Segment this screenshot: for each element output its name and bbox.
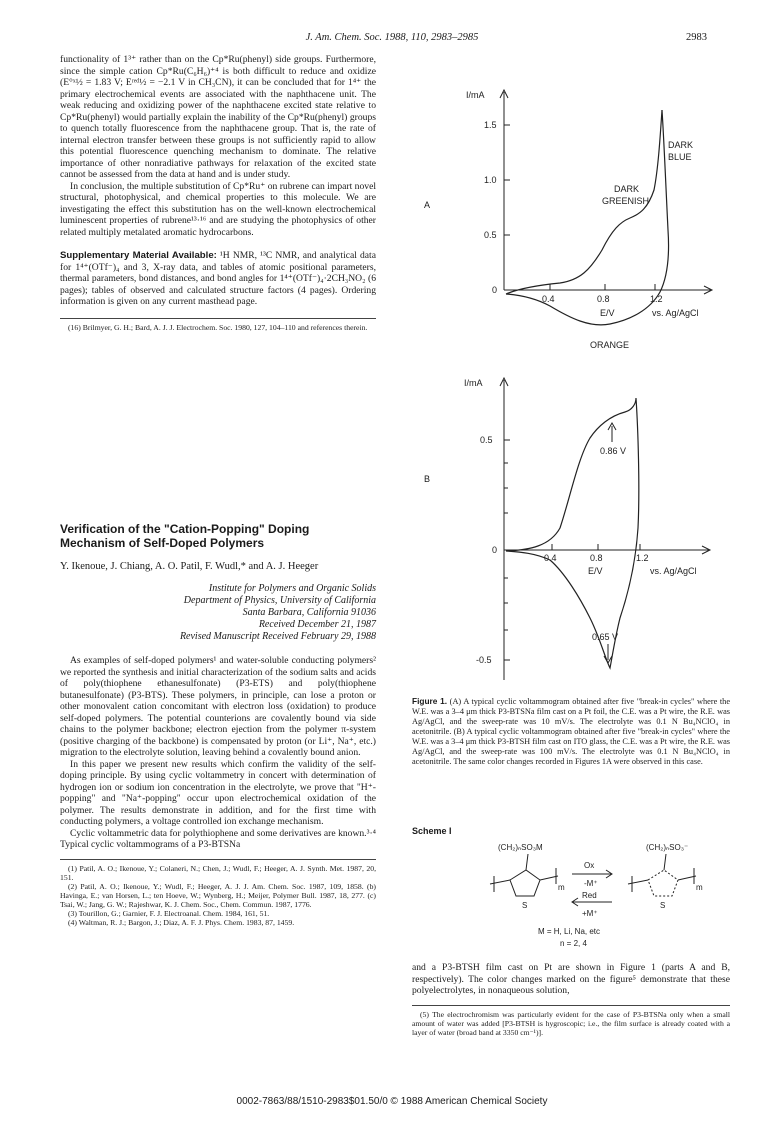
b-peak-down-label: 0.65 V [592,632,619,642]
b-peak-up-label: 0.86 V [600,446,627,456]
panel-a-letter: A [424,200,431,210]
a-ylabel: I/mA [466,90,485,100]
right-column-body [412,962,730,1037]
paragraph-continuation: functionality of 1³⁺ rather than on the Cp*Ru(phenyl) side groups. Furthermore, since the simple cation Cp*Ru(C₆H₆)⁺⁴ is both difficult to reduce and oxidize (E°ˣ½ = 1.83 V; Eʳᵉᵈ½ = −2.1 V in CH₃CN), it can be concluded that for 1⁴⁺ the primary electrochemical events are associated with the naphthacene unit. The weak reducing and oxidizing power of the naphthacene excited state relative to Cp*Ru(phenyl) would partially explain the inability of the Cp*Ru(phenyl) groups to quench totally fluorescence from the naphthacene group. That is, the rate of internal electron transfer between these groups is not sufficiently rapid to allow this potential fluorescence quenching mechanism to dominate. The relative importance of other nonradiative pathways for relaxation of the excited state cannot be assessed from the data at hand and is under study. [60,54,376,180]
scheme-red-label: Red [582,891,597,900]
reference-1: (1) Patil, A. O.; Ikenoue, Y.; Colaneri, N.; Chen, J.; Wudl, F.; Heeger, A. J. Synth. Met. 1987, 20, 151. [60,863,376,882]
b-ylabel: I/mA [464,378,483,388]
b-ytick-label-neg-0-5: -0.5 [476,655,492,665]
scheme-right-side-chain-bond [664,854,666,870]
b-xlabel: E/V [588,566,603,576]
scheme-left-repeat: m [558,883,565,892]
references [60,864,376,927]
a-label-dark-2: DARK [614,184,640,194]
scheme-right-bond-out [678,876,696,880]
b-xtick-label-0-4: 0.4 [544,553,557,563]
scheme-left-bond-in [490,880,510,884]
a-reference-electrode: vs. Ag/AgCl [652,308,699,318]
b-reference-electrode: vs. Ag/AgCl [650,566,697,576]
scheme-right-repeat: m [696,883,703,892]
affiliation-city: Santa Barbara, California 91036 [242,607,376,618]
affiliation-department: Department of Physics, University of California [183,595,376,606]
scheme-right-group: (CH₂)ₙSO₃⁻ [646,843,689,852]
panel-b-letter: B [424,474,431,484]
scheme-right-bond-in [628,880,648,884]
a-xtick-label-0-8: 0.8 [597,294,610,304]
scheme-legend-n: n = 2, 4 [560,939,587,948]
right-footnote-divider [412,1005,730,1006]
voltammogram-b [440,368,740,686]
a-cathodic-curve [506,110,669,325]
scheme-ox-sub: -M⁺ [584,879,598,888]
article-block [60,522,376,927]
paragraph-conclusion: In conclusion, the multiple substitution of Cp*Ru⁺ on rubrene can impart novel structural, photophysical, and chemical properties to this molecule. We are investigating the effect this substitution has on the well-known electrochemical luminescent properties of rubrene¹³·¹⁶ and are studying the photophysics of other related multiply metalated aromatic hydrocarbons. [60,180,376,238]
b-xtick-label-0-8: 0.8 [590,553,603,563]
scheme-label: Scheme I [412,826,452,836]
reference-4: (4) Waltman, R. J.; Bargon, J.; Diaz, A. F. J. Phys. Chem. 1983, 87, 1459. [68,917,295,927]
figure-caption [412,696,730,767]
right-body-paragraph: and a P3-BTSH film cast on Pt are shown in Figure 1 (parts A and B, respectively). The color changes marked on the figure⁵ demonstrate that these polyelectrolytes, in nonaqueous solution, [412,962,730,996]
scheme-legend-cation: M = H, Li, Na, etc [538,927,601,936]
a-ytick-label-1-0: 1.0 [484,175,497,185]
supplementary-material [60,250,376,308]
affiliation-institute: Institute for Polymers and Organic Solids [208,583,376,594]
body-paragraph-2: In this paper we present new results which confirm the validity of the self-doping principle. By using cyclic voltammetry in concert with determination of hydrogen ion or sodium ion concentration in the electrolyte, we prove that "H⁺-popping" and "Na⁺-popping" occur upon electrochemical oxidation of the polymer. The results demonstrate in addition, and for the first time with conducting polymers, a voltage controlled ion exchange mechanism. [60,758,376,827]
journal-citation: J. Am. Chem. Soc. 1988, 110, 2983–2985 [305,32,479,43]
revised-date: Revised Manuscript Received February 29, 1988 [179,631,376,642]
supplementary-text: ¹H NMR, ¹³C NMR, and analytical data for 1⁴⁺(OTf⁻)₄ and 3, X-ray data, and tables of atomic positional parameters, thermal parameters, bond distances, and bond angles for 1⁴⁺(OTf⁻)₄·2CH₃NO₂ (6 pages); tables of observed and calculated structure factors (4 pages). Ordering information is given on any current masthead page. [60,250,376,307]
voltammogram-a [440,80,740,360]
footnote-5 [412,1010,730,1037]
a-xtick-label-0-4: 0.4 [542,294,555,304]
authors: Y. Ikenoue, J. Chiang, A. O. Patil, F. Wudl,* and A. J. Heeger [60,561,319,572]
figure-caption-label: Figure 1. [412,696,448,706]
reference-2: (2) Patil, A. O.; Ikenoue, Y.; Wudl, F.; Heeger, A. J. J. Am. Chem. Soc. 1987, 109, 1858. (b) Havinga, E.; van Horsen, L.; ten Hoeve, W.; Wynberg, H.; Meijer, Polymer Bull. 1987, 18, 277. (c) Tsai, W.; Jang, G. W.; Rajeshwar, K. J. Chem. Soc., Chem. Commun. 1987, 1776. [60,881,376,909]
b-ytick-label-0: 0 [492,545,498,555]
a-label-orange: ORANGE [590,340,630,350]
a-label-blue: BLUE [668,152,692,162]
reference-16: (16) Brilmyer, G. H.; Bard, A. J. J. Electrochem. Soc. 1980, 127, 104–110 and references therein. [68,322,368,332]
scheme-left-group: (CH₂)ₙSO₃M [498,843,543,852]
references-divider [60,859,376,860]
affiliation [60,583,376,643]
left-column [60,54,376,332]
figure-caption-text: (A) A typical cyclic voltammogram obtained after five "break-in cycles" where the W.E. was a 3–4 μm thick P3-BTSNa film cast on a Pt foil, the C.E. was a Pt wire, the R.E. was Ag/AgCl, and the sweep-rate was 10 mV/s. The electrolyte was 0.1 N Bu₄NClO₄ in acetonitrile. (B) A typical cyclic voltammogram obtained after five "break-in cycles" where the W.E. was a 3–4 μm thick P3-BTSH film cast on ITO glass, the C.E. was a Pt wire, the R.E. was Ag/AgCl, and the sweep-rate was 100 mV/s. The electrolyte was 0.1 N Bu₄NClO₄ in acetonitrile. The same color changes recorded in Figures 1A were observed in this case. [412,697,730,766]
a-ytick-label-0-5: 0.5 [484,230,497,240]
scheme-i [476,840,716,948]
reference-3: (3) Tourillon, G.; Garnier, F. J. Electroanal. Chem. 1984, 161, 51. [68,908,270,918]
supplementary-label: Supplementary Material Available: [60,250,217,261]
scheme-left-sulfur: S [522,901,528,910]
body-paragraph-1: As examples of self-doped polymers¹ and water-soluble conducting polymers² we reported the synthesis and initial characterization of the sodium salts and acids of poly(thiophene ethanesulfonate) (P3-ETS) and poly(thiophene butanesulfonate) (P3-BTS). These polymers, in principle, can lose a proton or other monovalent cation concomitant with electron loss (oxidation) to produce self-doped polymers. The potential counterions are covalently bound via side chains to the polymer backbone; electron ejection from the polymer π-system (positive charging of the backbone) is compensated by proton (or Li⁺, Na⁺, etc.) migration to the electrolyte solution, leaving behind a covalently bound anion. [60,655,376,758]
a-ytick-label-1-5: 1.5 [484,120,497,130]
a-xlabel: E/V [600,308,615,318]
footnote-16 [60,323,376,332]
scheme-right-thiophene-ring [648,870,678,896]
scheme-right-sulfur: S [660,901,666,910]
b-voltammogram-curve [506,398,639,668]
article-title: Verification of the "Cation-Popping" Doping Mechanism of Self-Doped Polymers [60,522,310,550]
received-date: Received December 21, 1987 [258,619,376,630]
a-label-dark: DARK [668,140,694,150]
scheme-ox-label: Ox [584,861,595,870]
body-paragraph-3: Cyclic voltammetric data for polythiophene and some derivatives are known.³·⁴ Typical cyclic voltammograms of a P3-BTSNa [60,827,376,850]
scheme-left-bond-out [540,876,558,880]
scheme-red-sub: +M⁺ [582,909,598,918]
scheme-left-thiophene-ring [510,870,540,896]
scheme-left-side-chain-bond [526,854,528,870]
page-number: 2983 [686,32,707,43]
reference-5: (5) The electrochromism was particularly evident for the case of P3-BTSNa only when a small amount of water was added [P3-BTSH is hygroscopic; i.e., the film surface is already coated with a layer of water (broad band at 3350 cm⁻¹)]. [412,1009,730,1037]
a-xtick-label-1-2: 1.2 [650,294,663,304]
b-ytick-label-0-5: 0.5 [480,435,493,445]
b-xtick-label-1-2: 1.2 [636,553,649,563]
a-ytick-label-0: 0 [492,285,498,295]
page-footer: 0002-7863/88/1510-2983$01.50/0 © 1988 American Chemical Society [236,1096,548,1107]
footnote-divider [60,318,376,319]
a-label-greenish: GREENISH [602,196,650,206]
